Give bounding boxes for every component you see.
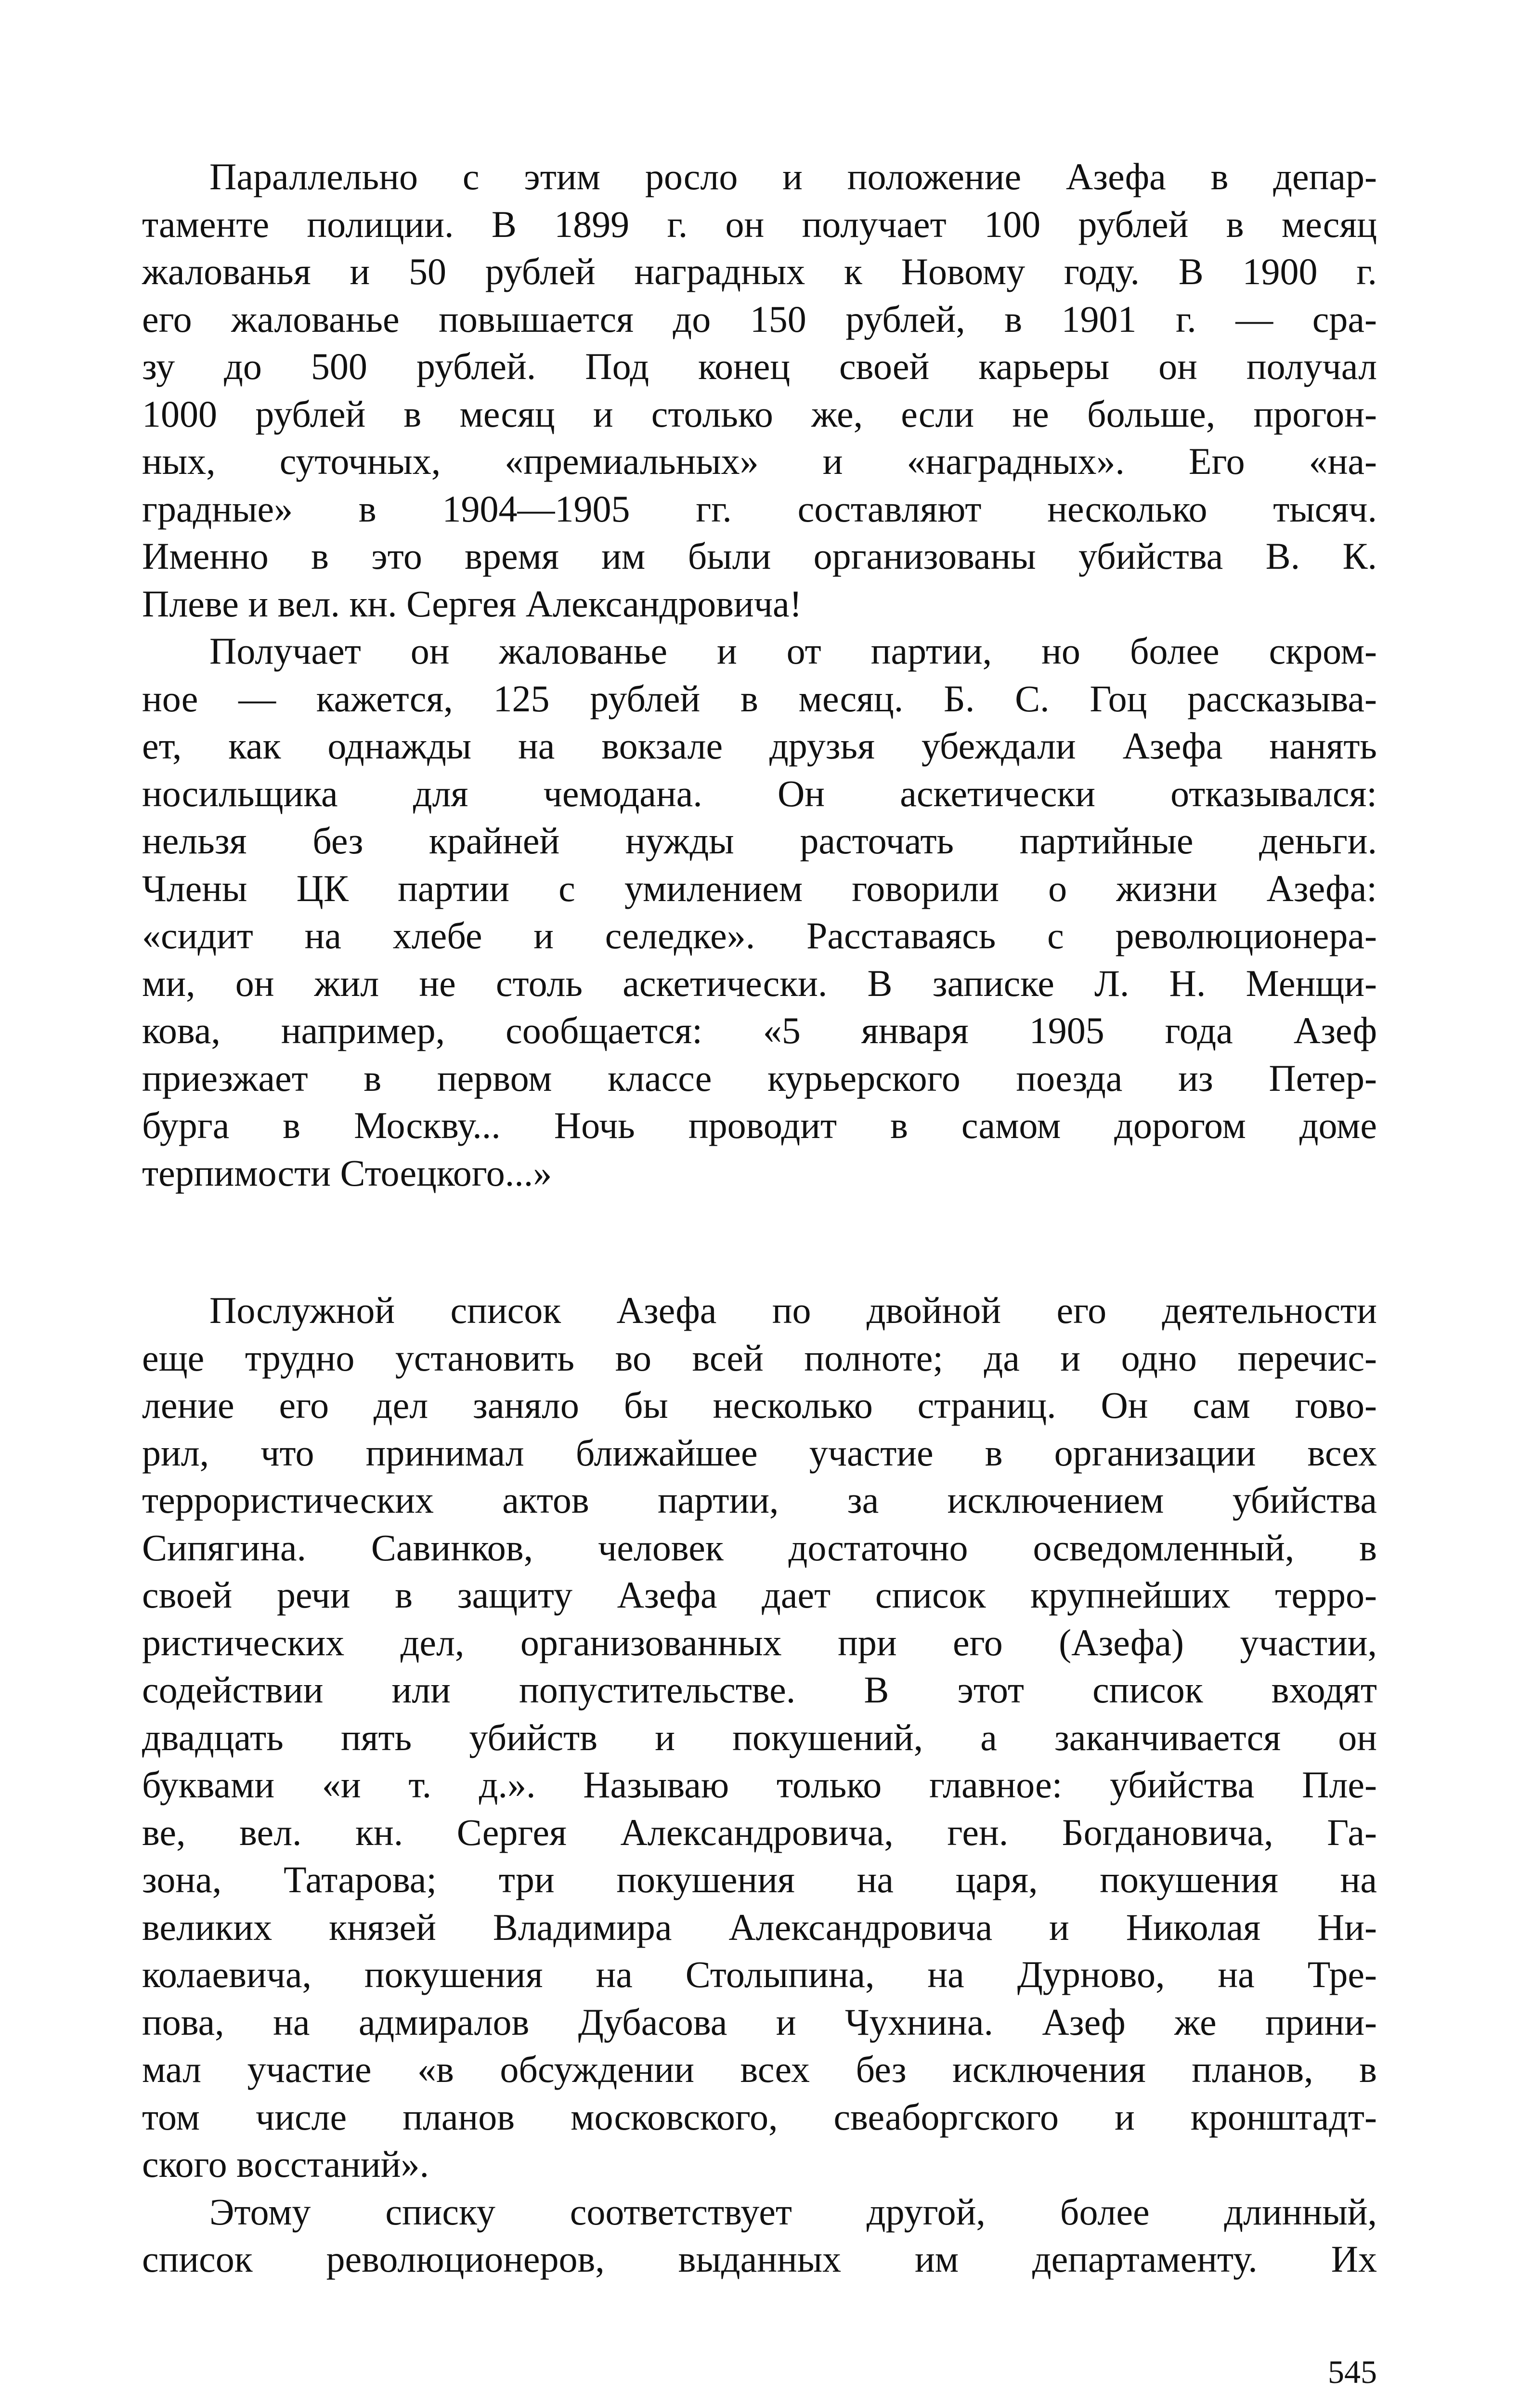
text-line: ление его дел заняло бы несколько страниц. Он сам гово- bbox=[142, 1384, 1377, 1426]
text-line: рил, что принимал ближайшее участие в организации всех bbox=[142, 1431, 1377, 1474]
text-line: пова, на адмиралов Дубасова и Чухнина. Азеф же прини- bbox=[142, 2001, 1377, 2043]
paragraph-1 bbox=[142, 153, 1377, 628]
text-line: Члены ЦК партии с умилением говорили о жизни Азефа: bbox=[142, 867, 1377, 909]
text-line: том числе планов московского, свеаборгского и кронштадт- bbox=[142, 2095, 1377, 2138]
text-line: ристических дел, организованных при его (Азефа) участии, bbox=[142, 1621, 1377, 1663]
paragraph-3 bbox=[142, 1287, 1377, 2188]
text-line: «сидит на хлебе и селедке». Расставаясь с революционера- bbox=[142, 915, 1377, 956]
text-line: 1000 рублей в месяц и столько же, если не больше, прогон- bbox=[142, 393, 1377, 435]
text-line: зона, Татарова; три покушения на царя, покушения на bbox=[142, 1858, 1377, 1900]
text-line: зу до 500 рублей. Под конец своей карьеры он получал bbox=[142, 345, 1377, 387]
text-line: своей речи в защиту Азефа дает список крупнейших терро- bbox=[142, 1574, 1377, 1616]
text-line: ми, он жил не столь аскетически. В записке Л. Н. Менщи- bbox=[142, 962, 1377, 1004]
text-line: ве, вел. кн. Сергея Александровича, ген. Богдановича, Га- bbox=[142, 1811, 1377, 1853]
text-line: мал участие «в обсуждении всех без исключения планов, в bbox=[142, 2048, 1377, 2090]
text-section-bottom bbox=[142, 1287, 1377, 2283]
text-line: Этому списку соответствует другой, более длинный, bbox=[209, 2190, 1377, 2233]
text-line: кова, например, сообщается: «5 января 1905 года Азеф bbox=[142, 1009, 1377, 1051]
text-line: ет, как однажды на вокзале друзья убеждали Азефа нанять bbox=[142, 725, 1377, 767]
text-line: жалованья и 50 рублей наградных к Новому году. В 1900 г. bbox=[142, 250, 1377, 292]
text-line: Послужной список Азефа по двойной его деятельности bbox=[209, 1289, 1377, 1331]
text-line: буквами «и т. д.». Называю только главное: убийства Пле- bbox=[142, 1764, 1377, 1806]
text-line: Плеве и вел. кн. Сергея Александровича! bbox=[142, 582, 802, 625]
text-line: ных, суточных, «премиальных» и «наградных». Его «на- bbox=[142, 440, 1377, 482]
text-line: Параллельно с этим росло и положение Азефа в депар- bbox=[209, 156, 1377, 197]
text-line: список революционеров, выданных им департаменту. Их bbox=[142, 2238, 1377, 2280]
text-line: таменте полиции. В 1899 г. он получает 100 рублей в месяц bbox=[142, 203, 1377, 245]
paragraph-4 bbox=[142, 2188, 1377, 2283]
text-line: двадцать пять убийств и покушений, а заканчивается он bbox=[142, 1716, 1377, 1758]
text-line: носильщика для чемодана. Он аскетически отказывался: bbox=[142, 772, 1377, 814]
text-line: терпимости Стоецкого...» bbox=[142, 1152, 552, 1194]
text-line: Сипягина. Савинков, человек достаточно осведомленный, в bbox=[142, 1526, 1377, 1569]
text-section-top bbox=[142, 153, 1377, 1197]
text-line: еще трудно установить во всей полноте; да и одно перечис- bbox=[142, 1336, 1377, 1379]
text-line: бурга в Москву... Ночь проводит в самом дорогом доме bbox=[142, 1104, 1377, 1146]
text-line: градные» в 1904—1905 гг. составляют несколько тысяч. bbox=[142, 487, 1377, 530]
text-line: его жалованье повышается до 150 рублей, в 1901 г. — сра- bbox=[142, 298, 1377, 340]
text-line: террористических актов партии, за исключением убийства bbox=[142, 1479, 1377, 1521]
text-line: великих князей Владимира Александровича и Николая Ни- bbox=[142, 1906, 1377, 1948]
paragraph-2 bbox=[142, 628, 1377, 1197]
text-line: нельзя без крайней нужды расточать партийные деньги. bbox=[142, 820, 1377, 862]
text-line: содействии или попустительстве. В этот список входят bbox=[142, 1669, 1377, 1711]
text-line: Именно в это время им были организованы убийства В. К. bbox=[142, 535, 1377, 577]
page-number: 545 bbox=[1328, 2354, 1377, 2390]
text-line: ского восстаний». bbox=[142, 2143, 429, 2185]
text-line: ное — кажется, 125 рублей в месяц. Б. С. Гоц рассказыва- bbox=[142, 677, 1377, 720]
text-line: Получает он жалованье и от партии, но более скром- bbox=[209, 630, 1377, 672]
text-line: приезжает в первом классе курьерского поезда из Петер- bbox=[142, 1057, 1377, 1099]
text-line: колаевича, покушения на Столыпина, на Дурново, на Тре- bbox=[142, 1953, 1377, 1995]
